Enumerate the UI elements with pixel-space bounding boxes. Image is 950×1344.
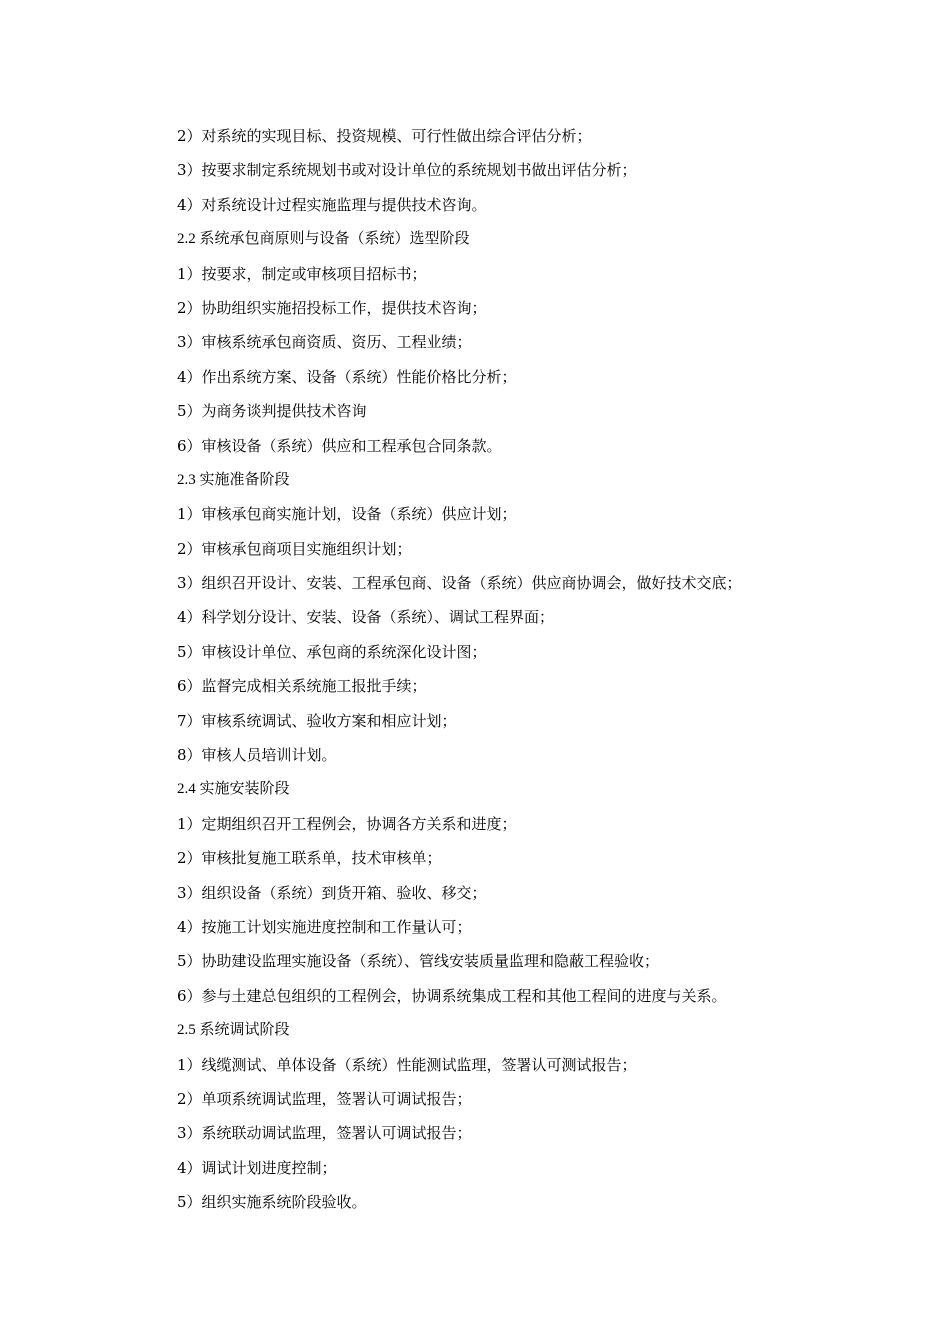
list-item: 6）参与土建总包组织的工程例会，协调系统集成工程和其他工程间的进度与关系。 bbox=[177, 986, 727, 1005]
list-item: 6）监督完成相关系统施工报批手续； bbox=[177, 677, 427, 696]
list-item: 1）审核承包商实施计划，设备（系统）供应计划； bbox=[177, 505, 517, 524]
list-item: 5）为商务谈判提供技术咨询 bbox=[177, 402, 367, 421]
document-body bbox=[177, 124, 897, 1225]
list-item: 4）作出系统方案、设备（系统）性能价格比分析； bbox=[177, 367, 517, 386]
list-item: 3）审核系统承包商资质、资历、工程业绩； bbox=[177, 333, 472, 352]
list-item: 4）调试计划进度控制； bbox=[177, 1158, 337, 1177]
section-heading-2-5: 2.5 系统调试阶段 bbox=[177, 1022, 290, 1039]
list-item: 4）科学划分设计、安装、设备（系统）、调试工程界面； bbox=[177, 608, 555, 627]
list-item: 5）组织实施系统阶段验收。 bbox=[177, 1193, 367, 1212]
list-item: 1）线缆测试、单体设备（系统）性能测试监理，签署认可测试报告； bbox=[177, 1055, 637, 1074]
list-item: 2）单项系统调试监理，签署认可调试报告； bbox=[177, 1089, 472, 1108]
list-item: 6）审核设备（系统）供应和工程承包合同条款。 bbox=[177, 436, 502, 455]
list-item: 1）定期组织召开工程例会，协调各方关系和进度； bbox=[177, 814, 517, 833]
section-heading-2-2: 2.2 系统承包商原则与设备（系统）选型阶段 bbox=[177, 231, 470, 248]
list-item: 3）按要求制定系统规划书或对设计单位的系统规划书做出评估分析； bbox=[177, 161, 637, 180]
list-item: 1）按要求，制定或审核项目招标书； bbox=[177, 264, 427, 283]
section-heading-2-4: 2.4 实施安装阶段 bbox=[177, 781, 290, 798]
list-item: 4）对系统设计过程实施监理与提供技术咨询。 bbox=[177, 195, 487, 214]
list-item: 5）协助建设监理实施设备（系统）、管线安装质量监理和隐蔽工程验收； bbox=[177, 952, 660, 971]
list-item: 2）协助组织实施招投标工作，提供技术咨询； bbox=[177, 298, 487, 317]
list-item: 2）审核批复施工联系单，技术审核单； bbox=[177, 849, 442, 868]
list-item: 8）审核人员培训计划。 bbox=[177, 746, 337, 765]
list-item: 4）按施工计划实施进度控制和工作量认可； bbox=[177, 917, 472, 936]
list-item: 5）审核设计单位、承包商的系统深化设计图； bbox=[177, 642, 487, 661]
list-item: 2）对系统的实现目标、投资规模、可行性做出综合评估分析； bbox=[177, 127, 592, 145]
list-item: 3）组织召开设计、安装、工程承包商、设备（系统）供应商协调会，做好技术交底； bbox=[177, 574, 742, 593]
list-item: 3）系统联动调试监理，签署认可调试报告； bbox=[177, 1124, 472, 1143]
section-heading-2-3: 2.3 实施准备阶段 bbox=[177, 471, 290, 488]
list-item: 2）审核承包商项目实施组织计划； bbox=[177, 539, 412, 558]
list-item: 3）组织设备（系统）到货开箱、验收、移交； bbox=[177, 883, 487, 902]
list-item: 7）审核系统调试、验收方案和相应计划； bbox=[177, 711, 457, 730]
